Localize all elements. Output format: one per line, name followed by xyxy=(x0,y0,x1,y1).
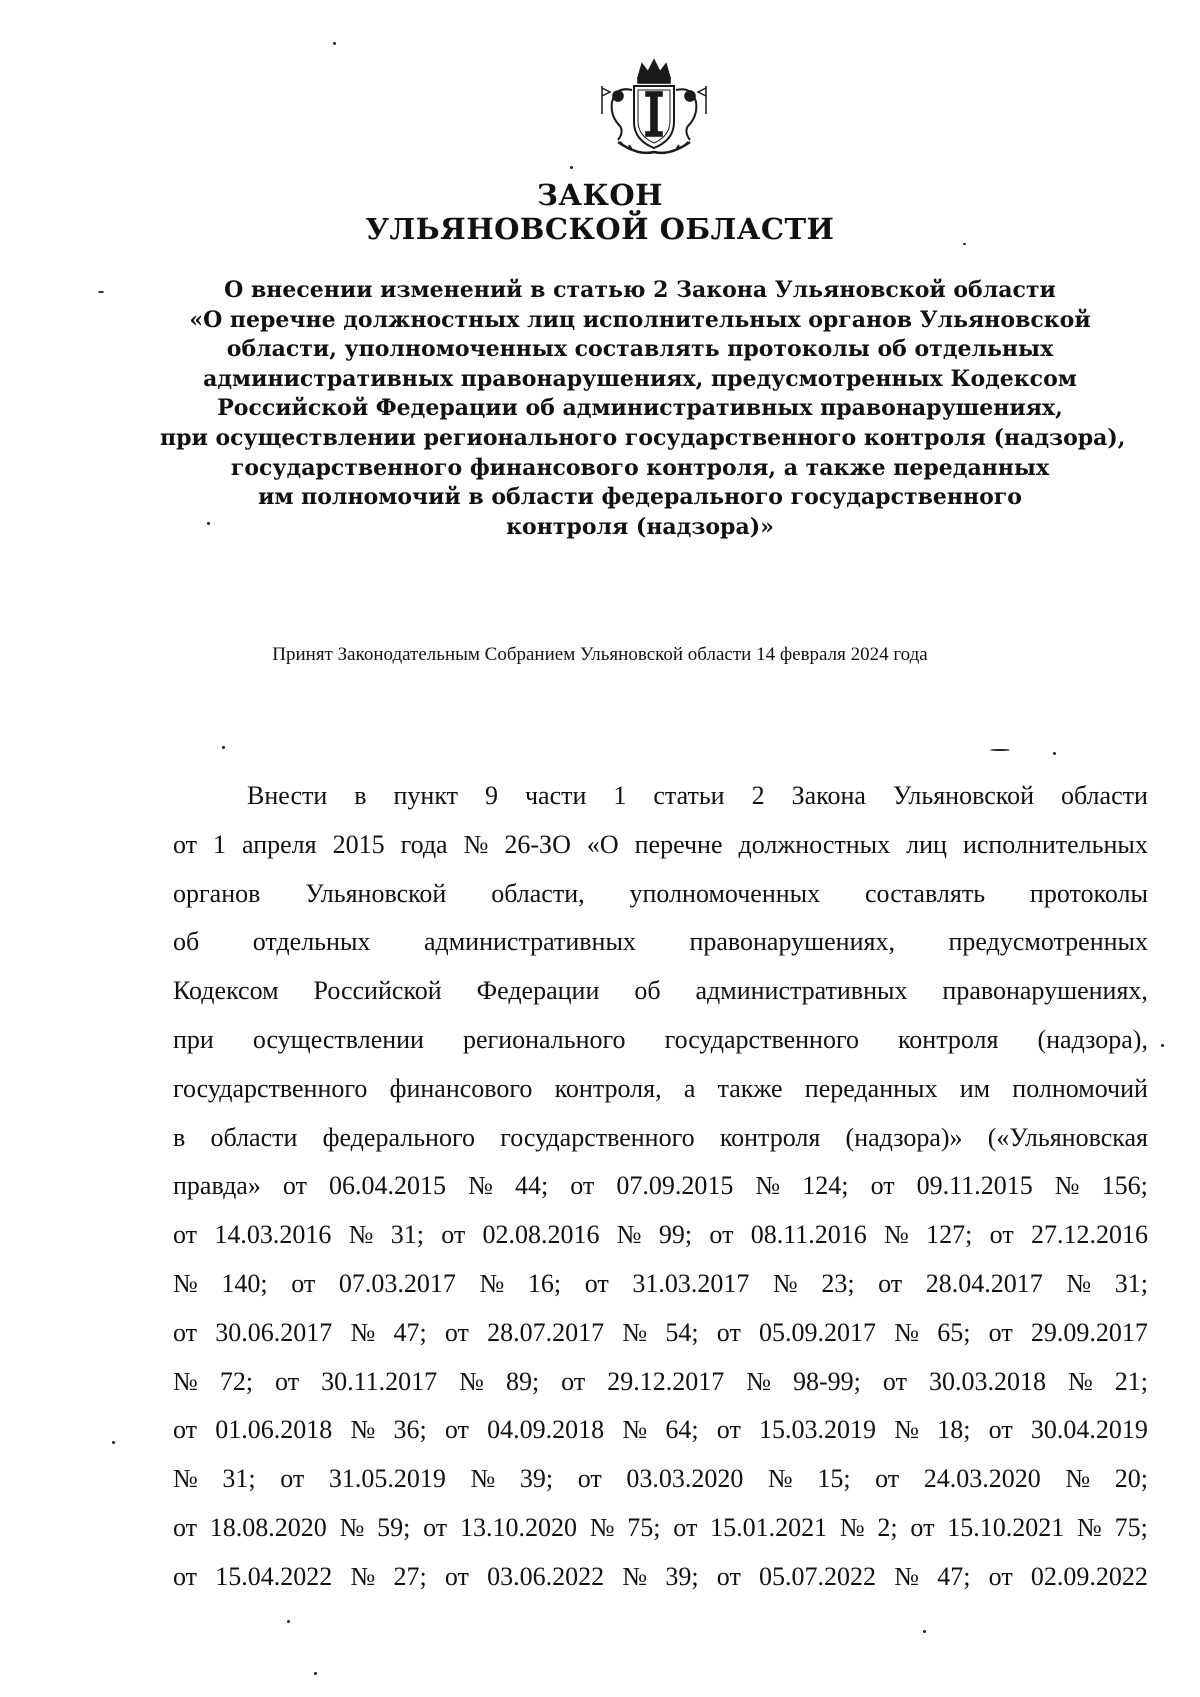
body-line: от 18.08.2020 № 59; от 13.10.2020 № 75; от 15.01.2021 № 2; от 15.10.2021 № 75; xyxy=(173,1512,1148,1542)
body-line: при осуществлении регионального государственного контроля (надзора), xyxy=(173,1024,1148,1054)
body-line: в области федерального государственного контроля (надзора)» («Ульяновская xyxy=(173,1122,1148,1152)
body-line: № 72; от 30.11.2017 № 89; от 29.12.2017 № 98-99; от 30.03.2018 № 21; xyxy=(173,1366,1148,1396)
subject-line: «О перечне должностных лиц исполнительных органов Ульяновской xyxy=(189,306,1091,333)
body-line: государственного финансового контроля, а также переданных им полномочий xyxy=(173,1073,1148,1103)
body-line: Кодексом Российской Федерации об административных правонарушениях, xyxy=(173,976,1148,1006)
coat-of-arms-icon xyxy=(598,56,710,160)
body-line: органов Ульяновской области, уполномоченных составлять протоколы xyxy=(173,878,1148,908)
subject-line: области, уполномоченных составлять протоколы об отдельных xyxy=(226,336,1054,363)
subject-line: административных правонарушениях, предусмотренных Кодексом xyxy=(203,365,1077,392)
body-line: Внести в пункт 9 части 1 статьи 2 Закона Ульяновской области xyxy=(247,781,1148,810)
scan-speck xyxy=(287,1620,290,1623)
law-subject xyxy=(160,276,1126,542)
adoption-note: Принят Законодательным Собранием Ульяновской области 14 февраля 2024 года xyxy=(272,644,928,665)
scan-speck xyxy=(570,166,573,169)
scan-speck xyxy=(222,746,225,749)
scan-speck xyxy=(923,1630,926,1633)
scan-speck xyxy=(990,749,1010,751)
law-title: ЗАКОН xyxy=(536,178,664,212)
subject-line: Российской Федерации об административных правонарушениях, xyxy=(217,395,1063,422)
body-line: от 30.06.2017 № 47; от 28.07.2017 № 54; от 05.09.2017 № 65; от 29.09.2017 xyxy=(173,1317,1148,1347)
scan-speck xyxy=(112,1441,115,1444)
subject-line: при осуществлении регионального государственного контроля (надзора), xyxy=(160,424,1126,451)
subject-line: О внесении изменений в статью 2 Закона Ульяновской области xyxy=(224,277,1056,303)
region-title: УЛЬЯНОВСКОЙ ОБЛАСТИ xyxy=(365,212,835,246)
subject-line: контроля (надзора)» xyxy=(506,513,774,540)
body-line: от 1 апреля 2015 года № 26-ЗО «О перечне должностных лиц исполнительных xyxy=(173,829,1148,859)
scan-speck xyxy=(1053,752,1056,755)
scan-speck xyxy=(333,42,336,45)
body-line: правда» от 06.04.2015 № 44; от 07.09.2015 № 124; от 09.11.2015 № 156; xyxy=(173,1171,1148,1201)
scan-speck xyxy=(98,291,104,293)
subject-line: государственного финансового контроля, а также переданных xyxy=(230,454,1050,481)
scan-speck xyxy=(1161,1044,1164,1047)
body-line: об отдельных административных правонарушениях, предусмотренных xyxy=(173,927,1148,957)
body-line: от 01.06.2018 № 36; от 04.09.2018 № 64; от 15.03.2019 № 18; от 30.04.2019 xyxy=(173,1415,1148,1445)
body-line: № 140; от 07.03.2017 № 16; от 31.03.2017 № 23; от 28.04.2017 № 31; xyxy=(173,1268,1148,1298)
scan-speck xyxy=(314,1672,317,1675)
law-body xyxy=(173,772,1148,1602)
body-line: от 15.04.2022 № 27; от 03.06.2022 № 39; от 05.07.2022 № 47; от 02.09.2022 xyxy=(173,1561,1148,1591)
body-line: № 31; от 31.05.2019 № 39; от 03.03.2020 № 15; от 24.03.2020 № 20; xyxy=(173,1464,1148,1494)
body-line: от 14.03.2016 № 31; от 02.08.2016 № 99; от 08.11.2016 № 127; от 27.12.2016 xyxy=(173,1220,1148,1250)
scan-speck xyxy=(207,522,210,525)
subject-line: им полномочий в области федерального государственного xyxy=(258,484,1022,511)
scan-speck xyxy=(963,243,966,245)
